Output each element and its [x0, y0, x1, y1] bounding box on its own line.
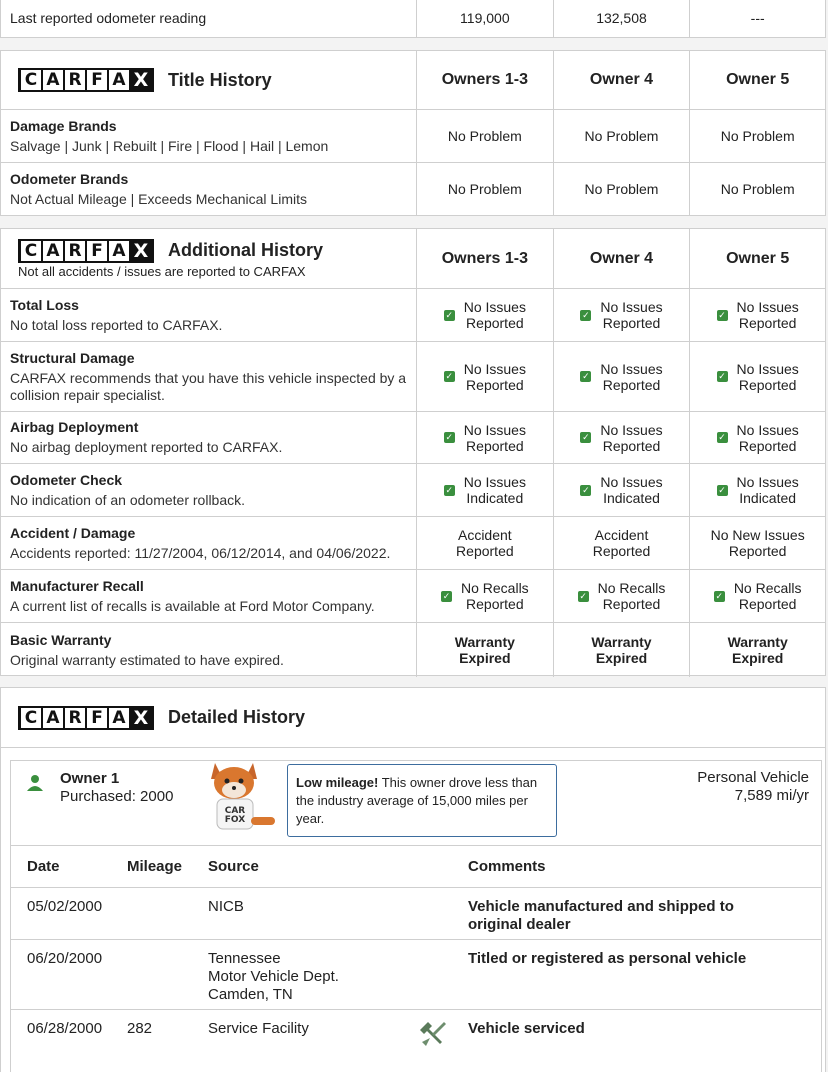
status-value — [444, 361, 526, 393]
status-value — [714, 580, 802, 612]
row-label: Structural Damage — [10, 349, 135, 366]
column-header: Owner 5 — [726, 249, 790, 267]
status-line: No Issues — [463, 360, 526, 377]
row-label: Accident / Damage — [10, 524, 136, 541]
detailed-history-header — [1, 688, 825, 748]
status-line: No Recalls — [460, 580, 529, 596]
odometer-value: 119,000 — [417, 0, 554, 37]
status-text — [728, 634, 788, 666]
status-cell — [690, 342, 825, 411]
callout-highlight: Low mileage! — [296, 775, 379, 790]
status-cell — [690, 464, 825, 516]
status-line: Reported — [466, 315, 524, 331]
status-cell — [554, 623, 691, 677]
status-value — [717, 299, 799, 331]
status-cell — [554, 570, 691, 622]
status-text — [456, 527, 514, 559]
status-text — [600, 361, 662, 393]
row-label-cell — [1, 163, 417, 215]
status-text — [591, 634, 651, 666]
row-label: Airbag Deployment — [10, 419, 139, 435]
status-cell — [554, 289, 691, 341]
status-text — [737, 474, 799, 506]
row-description: No indication of an odometer rollback. — [10, 491, 246, 508]
status-line: No Recalls — [733, 580, 802, 596]
callout-text: This owner drove less than the industry average of 15,000 miles per year. — [296, 775, 538, 826]
status-cell — [690, 570, 825, 622]
status-line: Reported — [466, 596, 524, 612]
status-value — [444, 474, 526, 506]
carfax-logo: C A R F A X — [18, 239, 154, 263]
status-cell — [554, 342, 691, 411]
row-mileage — [127, 950, 208, 1009]
check-icon: ✓ — [715, 590, 724, 601]
row-description: No airbag deployment reported to CARFAX. — [10, 439, 283, 455]
status-cell — [690, 289, 825, 341]
column-header-date: Date — [27, 858, 60, 875]
row-source — [208, 950, 420, 1009]
status-value — [728, 634, 788, 666]
check-icon: ✓ — [718, 371, 726, 381]
row-date: 05/02/2000 — [27, 898, 103, 915]
check-icon: ✓ — [445, 371, 453, 381]
check-icon: ✓ — [445, 484, 453, 495]
status-value — [717, 361, 799, 393]
table-row — [11, 940, 821, 1010]
status-line: No Issues — [463, 474, 526, 490]
row-description: CARFAX recommends that you have this vehicle inspected by a collision repair specialist. — [10, 369, 407, 403]
status-line: No Issues — [736, 474, 799, 490]
status-value: No Problem — [720, 181, 795, 197]
owner-summary — [11, 761, 821, 845]
status-value — [580, 474, 662, 506]
row-label: Odometer Check — [10, 471, 123, 488]
additional-history-panel — [0, 228, 826, 676]
row-source — [208, 898, 420, 939]
status-cell — [690, 623, 825, 677]
additional-history-header — [1, 229, 417, 288]
row-label-cell — [1, 289, 417, 341]
status-line: No Issues — [463, 299, 526, 315]
status-line: Expired — [595, 650, 648, 666]
odometer-label: Last reported odometer reading — [10, 10, 207, 26]
status-value: No Problem — [554, 163, 691, 215]
detailed-history-panel — [0, 687, 826, 1072]
status-line: Accident — [457, 527, 512, 543]
check-icon: ✓ — [582, 432, 590, 442]
status-text — [598, 580, 666, 612]
status-cell — [417, 342, 554, 411]
row-mileage — [127, 898, 208, 939]
source-line: Service Facility — [208, 1020, 309, 1037]
status-value — [455, 634, 515, 666]
status-value — [717, 422, 799, 454]
history-row — [1, 570, 825, 623]
section-subtitle: Not all accidents / issues are reported to CARFAX — [18, 263, 306, 279]
history-row — [1, 342, 825, 412]
check-icon: ✓ — [582, 371, 590, 381]
row-description: Salvage | Junk | Rebuilt | Fire | Flood | Hail | Lemon — [10, 137, 329, 154]
row-label-cell — [1, 623, 417, 677]
row-source — [208, 1020, 420, 1062]
status-line: No Issues — [463, 421, 526, 438]
status-line: Reported — [466, 437, 524, 454]
status-line: No Issues — [600, 421, 663, 438]
status-text — [600, 422, 662, 454]
status-value: No Problem — [417, 110, 554, 162]
carfax-logo: C A R F A X — [18, 706, 154, 730]
person-icon — [25, 773, 45, 793]
column-header-mileage: Mileage — [127, 858, 183, 875]
status-line: Indicated — [739, 490, 797, 506]
status-line: Reported — [456, 543, 514, 559]
status-text — [593, 527, 651, 559]
vehicle-usage: Personal Vehicle — [697, 769, 809, 786]
row-label: Damage Brands — [10, 117, 117, 134]
status-line: Indicated — [466, 490, 524, 506]
column-header: Owners 1-3 — [417, 51, 554, 109]
history-row — [1, 289, 825, 342]
status-value: No Problem — [720, 128, 795, 144]
status-line: Reported — [728, 543, 787, 559]
status-value — [711, 527, 805, 559]
row-comment: Vehicle manufactured and shipped to original dealer — [468, 898, 734, 933]
source-line: Motor Vehicle Dept. — [208, 968, 339, 985]
row-label: Basic Warranty — [10, 631, 112, 648]
row-description: A current list of recalls is available at Ford Motor Company. — [10, 597, 375, 614]
row-label: Total Loss — [10, 296, 79, 313]
status-cell — [417, 289, 554, 341]
row-label: Manufacturer Recall — [10, 577, 144, 594]
column-header-comments: Comments — [468, 858, 546, 875]
check-icon: ✓ — [582, 309, 590, 320]
source-line: Tennessee — [208, 950, 281, 967]
status-cell — [554, 412, 691, 463]
status-line: No Issues — [600, 360, 663, 377]
check-icon: ✓ — [582, 484, 590, 495]
check-icon: ✓ — [718, 484, 726, 495]
status-line: Reported — [602, 376, 661, 393]
history-row — [1, 517, 825, 570]
section-title: Additional History — [168, 240, 324, 260]
mascot-shirt-text: CAR FOX — [224, 806, 246, 825]
status-text — [734, 580, 802, 612]
column-header: Owners 1-3 — [417, 229, 554, 288]
check-icon: ✓ — [579, 590, 587, 601]
row-description: Original warranty estimated to have expired. — [10, 651, 284, 668]
status-line: No Issues — [736, 299, 799, 315]
status-line: No Recalls — [597, 580, 666, 596]
status-value — [444, 422, 526, 454]
section-title: Detailed History — [168, 707, 306, 727]
status-cell — [417, 517, 554, 569]
status-text — [464, 299, 526, 331]
status-line: Warranty — [727, 634, 788, 650]
carfox-mascot-icon — [201, 757, 277, 833]
row-date: 06/28/2000 — [27, 1020, 103, 1037]
status-line: Indicated — [603, 490, 660, 506]
status-line: Warranty — [454, 634, 515, 650]
status-line: Expired — [459, 650, 511, 666]
title-history-header — [1, 51, 417, 109]
low-mileage-callout — [287, 764, 557, 837]
check-icon: ✓ — [445, 432, 453, 442]
row-date: 06/20/2000 — [27, 950, 103, 967]
status-line: No New Issues — [710, 527, 805, 543]
status-text — [737, 361, 799, 393]
history-row — [1, 623, 825, 677]
row-label-cell — [1, 464, 417, 516]
status-cell — [417, 570, 554, 622]
status-line: Reported — [602, 596, 661, 612]
status-value — [580, 361, 662, 393]
row-icon-cell — [420, 950, 468, 1009]
check-icon: ✓ — [718, 309, 726, 320]
row-label-cell — [1, 342, 417, 411]
check-icon: ✓ — [718, 432, 726, 442]
status-value — [578, 580, 666, 612]
odometer-label-cell — [1, 0, 417, 37]
status-line: Reported — [738, 315, 797, 331]
mileage-rate: 7,589 mi/yr — [734, 787, 809, 804]
status-text — [464, 474, 526, 506]
row-comment: Titled or registered as personal vehicle — [468, 950, 747, 967]
history-rows — [11, 888, 821, 1062]
status-line: Accident — [594, 527, 649, 543]
wrench-screwdriver-icon — [420, 1020, 448, 1048]
check-icon: ✓ — [445, 309, 453, 320]
status-value — [444, 299, 526, 331]
row-icon-cell — [420, 898, 468, 939]
status-text — [461, 580, 529, 612]
title-history-panel — [0, 50, 826, 216]
owner-card — [10, 760, 822, 1072]
row-label-cell — [1, 570, 417, 622]
row-icon-cell — [420, 1020, 468, 1062]
row-mileage: 282 — [127, 1020, 153, 1037]
status-line: Warranty — [591, 634, 652, 650]
status-value: No Problem — [417, 163, 554, 215]
row-label-cell — [1, 412, 417, 463]
owner-purchased: Purchased: 2000 — [60, 788, 174, 805]
carfax-logo: C A R F A X — [18, 68, 154, 92]
status-line: Reported — [602, 315, 661, 331]
status-value — [456, 527, 514, 559]
column-header: Owner 4 — [554, 51, 691, 109]
row-label-cell — [1, 517, 417, 569]
status-text — [455, 634, 515, 666]
status-line: Reported — [738, 437, 797, 454]
history-table-header — [11, 846, 821, 888]
status-cell — [417, 412, 554, 463]
check-icon: ✓ — [442, 590, 451, 601]
section-title: Title History — [168, 69, 272, 90]
source-line: NICB — [208, 898, 244, 915]
status-text — [464, 422, 526, 454]
column-header-source: Source — [208, 858, 259, 875]
row-description: Not Actual Mileage | Exceeds Mechanical Limits — [10, 190, 307, 207]
status-line: Reported — [738, 376, 797, 393]
row-label: Odometer Brands — [10, 170, 129, 187]
status-line: No Issues — [736, 360, 799, 377]
history-row — [1, 464, 825, 517]
status-value — [580, 299, 662, 331]
status-cell — [554, 517, 691, 569]
status-text — [600, 299, 662, 331]
status-cell — [690, 412, 825, 463]
status-text — [464, 361, 526, 393]
status-text — [737, 422, 799, 454]
row-label-cell — [1, 110, 417, 162]
status-value — [717, 474, 799, 506]
status-line: Reported — [466, 376, 524, 393]
additional-history-rows — [1, 289, 825, 677]
table-row — [11, 1010, 821, 1062]
source-line: Camden, TN — [208, 986, 293, 1003]
status-value — [591, 634, 651, 666]
odometer-value: 132,508 — [554, 0, 691, 37]
row-comment: Vehicle serviced — [468, 1020, 585, 1037]
status-cell — [417, 464, 554, 516]
status-value — [580, 422, 662, 454]
history-table — [11, 845, 821, 1062]
status-cell — [417, 623, 554, 677]
status-text — [711, 527, 805, 559]
column-header: Owner 4 — [554, 229, 691, 288]
status-value — [441, 580, 529, 612]
status-line: No Issues — [600, 299, 663, 315]
table-row — [11, 888, 821, 940]
status-line: Reported — [592, 543, 651, 559]
status-text — [600, 474, 662, 506]
row-description: Accidents reported: 11/27/2004, 06/12/2014, and 04/06/2022. — [10, 544, 391, 561]
status-value — [593, 527, 651, 559]
odometer-value: --- — [750, 10, 765, 26]
column-header: Owner 5 — [726, 71, 790, 88]
row-description: No total loss reported to CARFAX. — [10, 316, 223, 333]
status-line: Reported — [602, 437, 661, 454]
status-line: No Issues — [600, 474, 663, 490]
status-text — [737, 299, 799, 331]
status-line: Reported — [738, 596, 797, 612]
history-row — [1, 412, 825, 464]
status-cell — [554, 464, 691, 516]
status-line: Expired — [731, 650, 784, 666]
status-value: No Problem — [554, 110, 691, 162]
odometer-panel — [0, 0, 826, 38]
status-line: No Issues — [736, 421, 799, 438]
owner-name: Owner 1 — [60, 770, 120, 787]
status-cell — [690, 517, 825, 569]
